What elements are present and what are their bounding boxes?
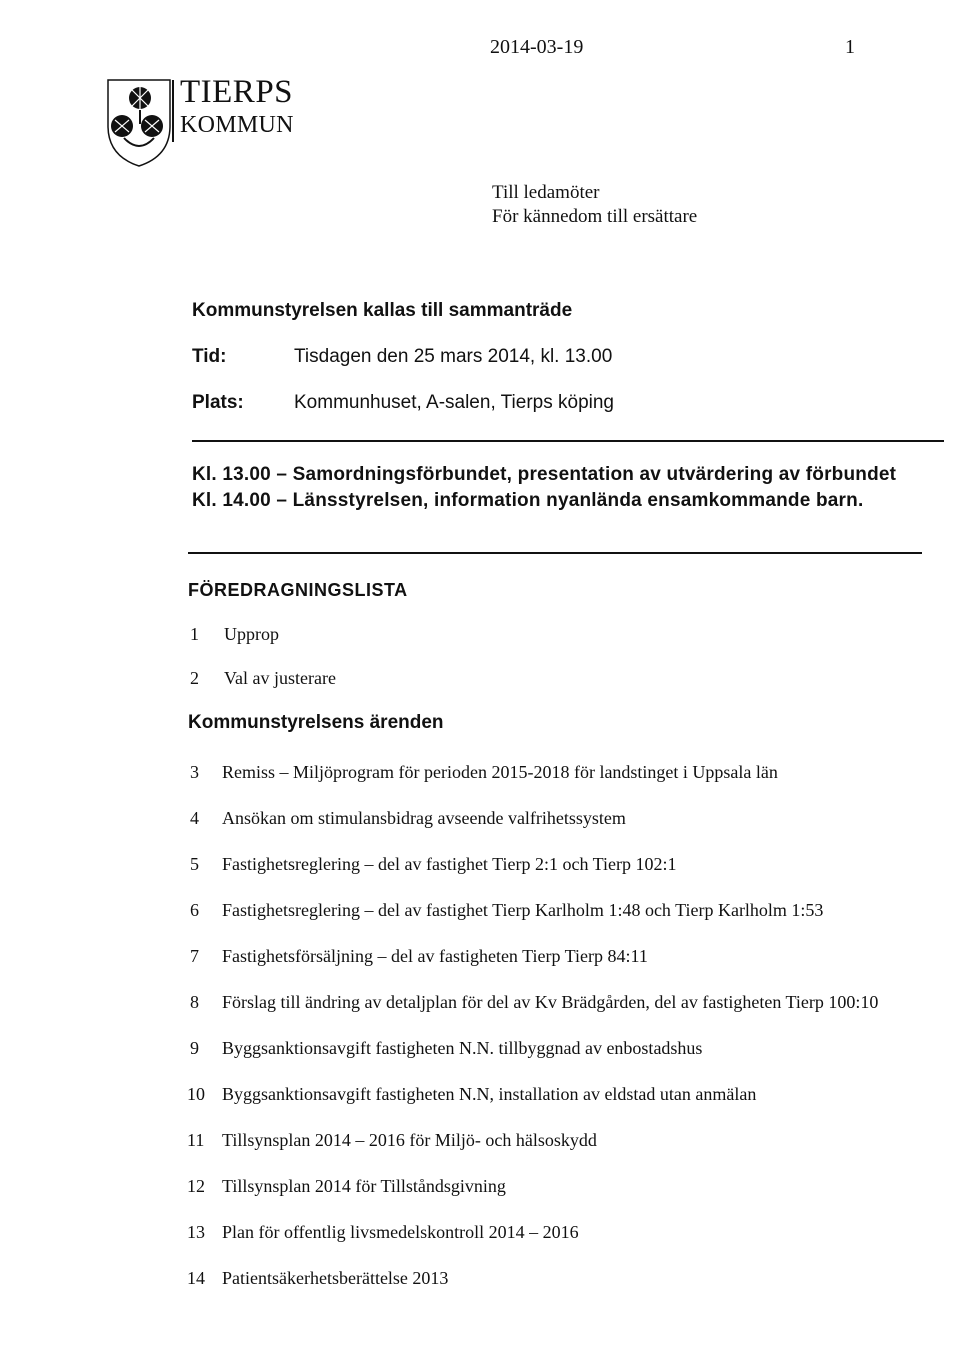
- agenda-item-number: 2: [190, 668, 199, 688]
- agenda-item-text: Ansökan om stimulansbidrag avseende valfrihetssystem: [222, 808, 626, 828]
- logo-name: TIERPS: [180, 74, 294, 110]
- agenda-heading: FÖREDRAGNINGSLISTA: [188, 580, 408, 600]
- agenda-item-number: 3: [190, 762, 199, 782]
- logo-divider: [172, 80, 174, 142]
- agenda-item-number: 1: [190, 624, 199, 644]
- agenda-item-text: Remiss – Miljöprogram för perioden 2015-2018 för landstinget i Uppsala län: [222, 762, 778, 782]
- agenda-item-text: Fastighetsreglering – del av fastighet Tierp Karlholm 1:48 och Tierp Karlholm 1:53: [222, 900, 824, 920]
- schedule-note: Kl. 14.00 – Länsstyrelsen, information nyanlända ensamkommande barn.: [192, 490, 864, 511]
- logo-subtitle: KOMMUN: [180, 112, 294, 138]
- agenda-item-number: 10: [187, 1084, 205, 1104]
- agenda-item-number: 8: [190, 992, 199, 1012]
- agenda-item-text: Tillsynsplan 2014 för Tillståndsgivning: [222, 1176, 506, 1196]
- agenda-item-number: 5: [190, 854, 199, 874]
- place-value: Kommunhuset, A-salen, Tierps köping: [294, 392, 615, 413]
- agenda-item-number: 4: [190, 808, 199, 828]
- recipient-line-1: Till ledamöter: [492, 182, 600, 203]
- agenda-item-number: 9: [190, 1038, 199, 1058]
- agenda-item-text: Val av justerare: [224, 668, 336, 688]
- agenda-item-text: Byggsanktionsavgift fastigheten N.N. tillbyggnad av enbostadshus: [222, 1038, 703, 1058]
- agenda-item-number: 12: [187, 1176, 205, 1196]
- recipient-line-2: För kännedom till ersättare: [492, 206, 698, 227]
- document-date: 2014-03-19: [490, 36, 584, 58]
- meeting-title: Kommunstyrelsen kallas till sammanträde: [192, 300, 573, 321]
- time-label: Tid:: [192, 346, 227, 367]
- municipality-emblem-icon: [104, 76, 174, 168]
- agenda-item-text: Patientsäkerhetsberättelse 2013: [222, 1268, 449, 1288]
- agenda-item-text: Förslag till ändring av detaljplan för del av Kv Brädgården, del av fastigheten Tierp 100:10: [222, 992, 879, 1012]
- page-number: 1: [845, 36, 855, 58]
- agenda-item-text: Plan för offentlig livsmedelskontroll 2014 – 2016: [222, 1222, 579, 1242]
- agenda-item-text: Byggsanktionsavgift fastigheten N.N, installation av eldstad utan anmälan: [222, 1084, 757, 1104]
- section-heading: Kommunstyrelsens ärenden: [188, 712, 444, 733]
- time-value: Tisdagen den 25 mars 2014, kl. 13.00: [294, 346, 613, 367]
- agenda-item-number: 11: [187, 1130, 205, 1150]
- schedule-note: Kl. 13.00 – Samordningsförbundet, presentation av utvärdering av förbundet: [192, 464, 897, 485]
- agenda-item-number: 13: [187, 1222, 205, 1242]
- agenda-item-text: Tillsynsplan 2014 – 2016 för Miljö- och hälsoskydd: [222, 1130, 597, 1150]
- place-label: Plats:: [192, 392, 244, 413]
- divider-line: [188, 552, 922, 554]
- agenda-item-number: 6: [190, 900, 199, 920]
- agenda-item-text: Fastighetsförsäljning – del av fastigheten Tierp Tierp 84:11: [222, 946, 648, 966]
- divider-line: [192, 440, 944, 442]
- agenda-item-text: Upprop: [224, 624, 279, 644]
- agenda-item-number: 14: [187, 1268, 205, 1288]
- agenda-item-number: 7: [190, 946, 199, 966]
- agenda-item-text: Fastighetsreglering – del av fastighet Tierp 2:1 och Tierp 102:1: [222, 854, 677, 874]
